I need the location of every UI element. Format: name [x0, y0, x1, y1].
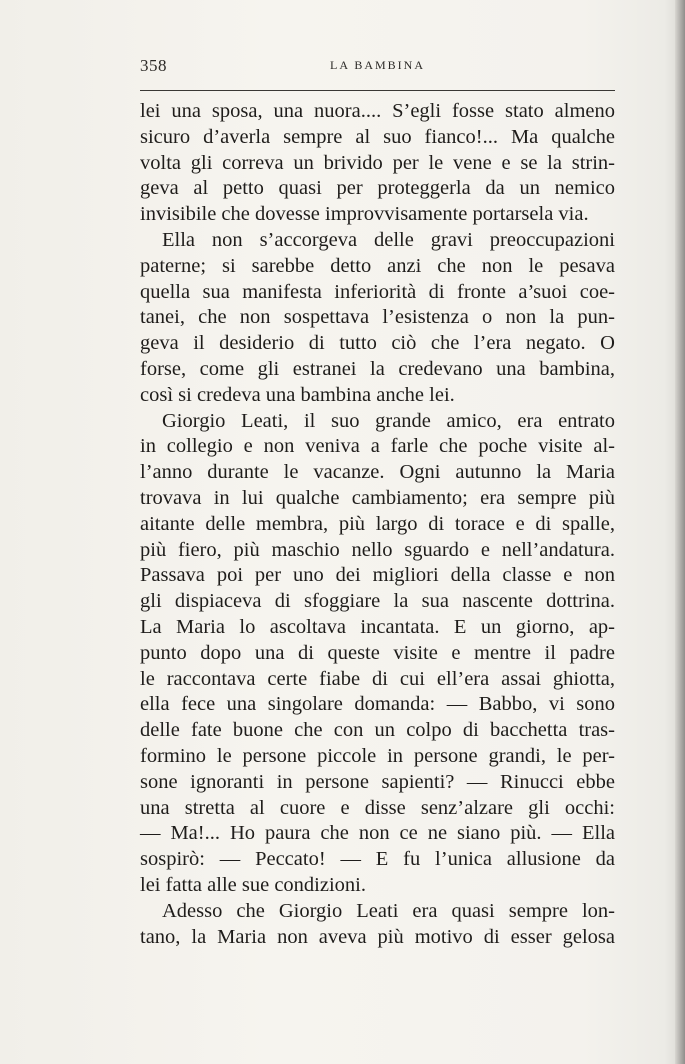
text-line: trovava in lui qualche cambiamento; era sempre più: [140, 486, 615, 509]
text-line: paterne; si sarebbe detto anzi che non le pesava: [140, 254, 615, 277]
text-line: ella fece una singolare domanda: — Babbo, vi sono: [140, 693, 615, 716]
text-line: così si credeva una bambina anche lei.: [140, 383, 455, 406]
text-line: Passava poi per uno dei migliori della classe e non: [140, 564, 615, 587]
text-line: La Maria lo ascoltava incantata. E un giorno, ap-: [140, 615, 615, 638]
text-line: aitante delle membra, più largo di torace e di spalle,: [140, 512, 615, 535]
text-line: forse, come gli estranei la credevano una bambina,: [140, 357, 615, 380]
page-edge-shadow: [675, 0, 685, 1064]
text-line: sospirò: — Peccato! — E fu l’unica allusione da: [140, 848, 615, 871]
running-title: LA BAMBINA: [329, 58, 425, 72]
text-line: — Ma!... Ho paura che non ce ne siano più. — Ella: [140, 822, 615, 845]
text-line: l’anno durante le vacanze. Ogni autunno la Maria: [140, 461, 615, 484]
text-line: tanei, che non sospettava l’esistenza o non la pun-: [140, 306, 615, 329]
text-line: geva il desiderio di tutto ciò che l’era negato. O: [140, 332, 615, 355]
text-line: punto dopo una di queste visite e mentre il padre: [140, 641, 615, 664]
text-line: Ella non s’accorgeva delle gravi preoccupazioni: [162, 228, 615, 251]
text-line: geva al petto quasi per proteggerla da un nemico: [140, 177, 615, 200]
text-line: le raccontava certe fiabe di cui ell’era assai ghiotta,: [140, 667, 615, 690]
text-line: tano, la Maria non aveva più motivo di esser gelosa: [140, 925, 615, 948]
text-line: in collegio e non veniva a farle che poche visite al-: [140, 435, 615, 458]
text-line: quella sua manifesta inferiorità di fronte a’suoi coe-: [140, 280, 615, 303]
text-line: Giorgio Leati, il suo grande amico, era entrato: [162, 409, 615, 432]
text-line: gli dispiaceva di sfoggiare la sua nascente dottrina.: [140, 590, 615, 613]
text-line: volta gli correva un brivido per le vene e se la strin-: [140, 151, 615, 174]
text-line: lei una sposa, una nuora.... S’egli fosse stato almeno: [140, 100, 615, 122]
header-rule: [140, 90, 615, 91]
text-line: delle fate buone che con un colpo di bacchetta tras-: [140, 719, 615, 742]
page-number: 358: [140, 56, 167, 75]
text-line: formino le persone piccole in persone grandi, le per-: [140, 744, 615, 767]
page-header: [140, 56, 615, 80]
text-line: una stretta al cuore e disse senz’alzare gli occhi:: [140, 796, 615, 819]
text-line: sicuro d’averla sempre al suo fianco!... Ma qualche: [140, 125, 615, 148]
text-line: sone ignoranti in persone sapienti? — Rinucci ebbe: [140, 770, 615, 793]
body-text: [140, 99, 615, 950]
text-line: invisibile che dovesse improvvisamente portarsela via.: [140, 203, 589, 226]
text-line: lei fatta alle sue condizioni.: [140, 873, 366, 896]
text-line: Adesso che Giorgio Leati era quasi sempre lon-: [162, 899, 615, 922]
text-line: più fiero, più maschio nello sguardo e nell’andatura.: [140, 538, 615, 561]
